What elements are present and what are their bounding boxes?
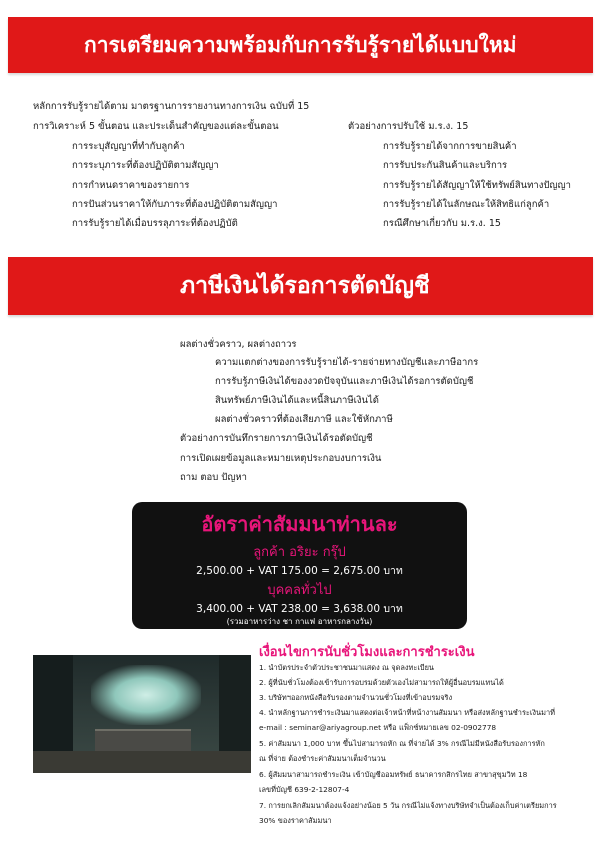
- rate-public-label: บุคคลทั่วไป: [267, 583, 332, 598]
- conditions-title: เงื่อนไขการนับชั่วโมงและการชำระเงิน: [259, 645, 475, 660]
- section2-sub-item: ความแตกต่างของการรับรู้รายได้-รายจ่ายทางบัญชีและภาษีอากร: [215, 357, 479, 368]
- example-item: การรับรู้รายได้ในลักษณะให้สิทธิแก่ลูกค้า: [383, 199, 550, 210]
- condition-item: 3. บริษัทฯออกหนังสือรับรองตามจำนวนชั่วโมงที่เข้าอบรมจริง: [259, 693, 453, 702]
- section1-line-2: การวิเคราะห์ 5 ขั้นตอน และประเด็นสำคัญของแต่ละขั้นตอน: [33, 121, 279, 132]
- condition-item: 6. ผู้สัมมนาสามารถชำระเงิน เข้าบัญชีออมทรัพย์ ธนาคารกสิกรไทย สาขาสุขุมวิท 18: [259, 770, 528, 779]
- seminar-room-photo: [33, 655, 251, 773]
- seminar-rate-box: [132, 502, 467, 629]
- section1-line-1: หลักการรับรู้รายได้ตาม มาตรฐานการรายงานทางการเงิน ฉบับที่ 15: [33, 101, 310, 112]
- section2-line-4: ถาม ตอบ ปัญหา: [180, 472, 248, 483]
- section2-line-2: ตัวอย่างการบันทึกรายการภาษีเงินได้รอตัดบัญชี: [180, 433, 373, 444]
- section2-line-3: การเปิดเผยข้อมูลและหมายเหตุประกอบงบการเงิน: [180, 453, 382, 464]
- example-item: กรณีศึกษาเกี่ยวกับ ม.ร.ง. 15: [383, 218, 501, 229]
- condition-item: 2. ผู้ที่นับชั่วโมงต้องเข้ารับการอบรมด้วยตัวเองไม่สามารถให้ผู้อื่นอบรมแทนได้: [259, 678, 504, 687]
- rate-title: อัตราค่าสัมมนาท่านละ: [201, 512, 398, 536]
- section2-sub-item: สินทรัพย์ภาษีเงินได้และหนี้สินภาษีเงินได้: [215, 395, 379, 406]
- condition-contact: e-mail : seminar@ariyagroup.net หรือ แฟ็กซ์หมายเลข 02-0902778: [259, 723, 497, 732]
- section2-sub-item: ผลต่างชั่วคราวที่ต้องเสียภาษี และใช้หักภาษี: [215, 414, 393, 425]
- example-item: การรับรู้รายได้จากการขายสินค้า: [383, 141, 517, 152]
- condition-item: 1. นำบัตรประจำตัวประชาชนมาแสดง ณ จุดลงทะเบียน: [259, 663, 434, 672]
- condition-item: 7. การยกเลิกสัมมนาต้องแจ้งอย่างน้อย 5 วัน กรณีไม่แจ้งทางบริษัทจำเป็นต้องเก็บค่าเตรียมการ: [259, 801, 557, 810]
- condition-item: 5. ค่าสัมมนา 1,000 บาท ขึ้นไปสามารถหัก ณ ที่จ่ายได้ 3% กรณีไม่มีหนังสือรับรองการหัก: [259, 739, 545, 748]
- step-item: การระบุภาระที่ต้องปฏิบัติตามสัญญา: [72, 160, 219, 171]
- rate-member-price: 2,500.00 + VAT 175.00 = 2,675.00 บาท: [196, 565, 403, 577]
- step-item: การปันส่วนราคาให้กับภาระที่ต้องปฏิบัติตามสัญญา: [72, 199, 278, 210]
- example-item: การรับประกันสินค้าและบริการ: [383, 160, 508, 171]
- step-item: การรับรู้รายได้เมื่อบรรลุภาระที่ต้องปฏิบัติ: [72, 218, 238, 229]
- header-banner-tax: [8, 257, 593, 315]
- condition-account: เลขที่บัญชี 639-2-12807-4: [259, 785, 350, 794]
- step-item: การระบุสัญญาที่ทำกับลูกค้า: [72, 141, 185, 152]
- banner-title-revenue: การเตรียมความพร้อมกับการรับรู้รายได้แบบใหม่: [84, 32, 517, 57]
- example-item: การรับรู้รายได้สัญญาให้ใช้ทรัพย์สินทางปัญญา: [383, 180, 571, 191]
- rate-public-price: 3,400.00 + VAT 238.00 = 3,638.00 บาท: [196, 603, 403, 615]
- rate-note: (รวมอาหารว่าง ชา กาแฟ อาหารกลางวัน): [226, 617, 373, 626]
- condition-item: ณ ที่จ่าย ต้องชำระค่าสัมมนาเต็มจำนวน: [259, 754, 386, 763]
- examples-title: ตัวอย่างการปรับใช้ ม.ร.ง. 15: [348, 121, 469, 132]
- step-item: การกำหนดราคาของรายการ: [72, 180, 190, 191]
- header-banner-revenue: [8, 17, 593, 73]
- condition-item: 4. นำหลักฐานการชำระเงินมาแสดงต่อเจ้าหน้าที่หน้างานสัมมนา หรือส่งหลักฐานชำระเงินมาที่: [259, 708, 555, 717]
- condition-item: 30% ของราคาสัมมนา: [259, 816, 332, 825]
- section2-sub-item: การรับรู้ภาษีเงินได้ของงวดปัจจุบันและภาษีเงินได้รอการตัดบัญชี: [215, 376, 474, 387]
- banner-title-tax: ภาษีเงินได้รอการตัดบัญชี: [180, 273, 430, 299]
- rate-member-label: ลูกค้า อริยะ กรุ๊ป: [253, 545, 346, 560]
- section2-line-1: ผลต่างชั่วคราว, ผลต่างถาวร: [180, 339, 297, 350]
